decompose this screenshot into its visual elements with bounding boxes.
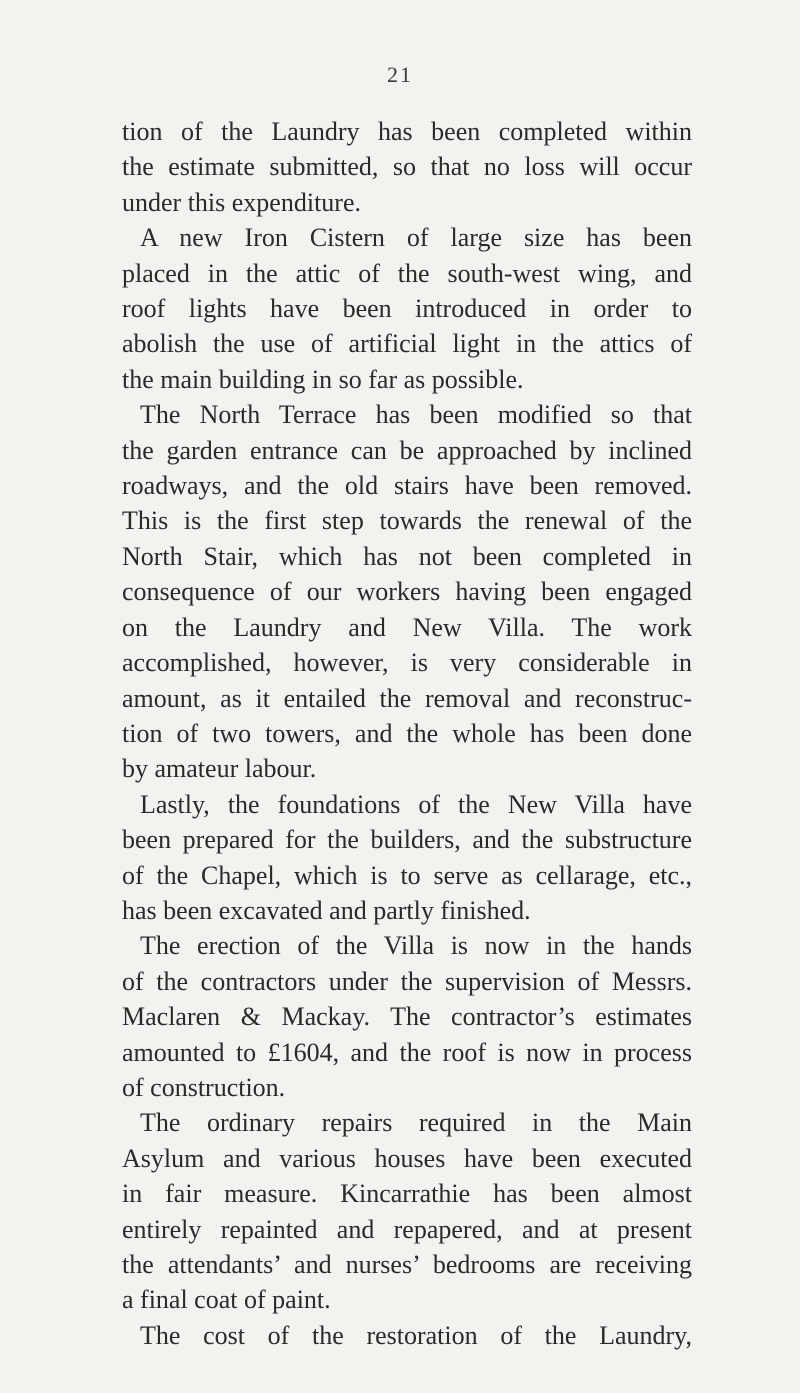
text-line: North Stair, which has not been completed in: [122, 541, 692, 571]
text-line: the attendants’ and nurses’ bedrooms are receiving: [122, 1250, 692, 1279]
body-text: [122, 114, 692, 1353]
text-line: Maclaren & Mackay. The contractor’s estimates: [122, 1002, 692, 1032]
text-line: abolish the use of artificial light in the attics of: [122, 329, 692, 359]
text-line: consequence of our workers having been engaged: [122, 577, 692, 607]
text-line: Asylum and various houses have been executed: [122, 1143, 692, 1173]
text-line: Lastly, the foundations of the New Villa have: [140, 789, 692, 819]
text-line: of the contractors under the supervision of Messrs.: [122, 966, 692, 996]
text-line: of the Chapel, which is to serve as cellarage, etc.,: [122, 860, 692, 890]
text-line: in fair measure. Kincarrathie has been almost: [122, 1179, 692, 1209]
text-line: tion of the Laundry has been completed within: [122, 117, 692, 146]
text-line: The cost of the restoration of the Laundry,: [140, 1320, 692, 1350]
text-line: by amateur labour.: [122, 754, 317, 784]
text-line: the estimate submitted, so that no loss will occur: [122, 152, 692, 182]
text-line: The ordinary repairs required in the Main: [140, 1108, 692, 1138]
text-line: a final coat of paint.: [122, 1285, 331, 1315]
text-line: has been excavated and partly finished.: [122, 895, 531, 925]
text-line: accomplished, however, is very considerable in: [122, 648, 692, 678]
text-line: roof lights have been introduced in order to: [122, 294, 692, 324]
text-line: amounted to £1604, and the roof is now in process: [122, 1037, 692, 1067]
text-line: been prepared for the builders, and the substructure: [122, 825, 692, 855]
text-line: The erection of the Villa is now in the hands: [140, 931, 692, 961]
text-line: on the Laundry and New Villa. The work: [122, 612, 692, 642]
text-line: This is the first step towards the renewal of the: [122, 506, 692, 536]
text-line: A new Iron Cistern of large size has been: [140, 223, 692, 253]
text-line: entirely repainted and repapered, and at present: [122, 1214, 692, 1244]
text-line: placed in the attic of the south-west wing, and: [122, 258, 692, 288]
text-line: of construction.: [122, 1072, 286, 1102]
text-line: the garden entrance can be approached by inclined: [122, 435, 692, 465]
text-line: tion of two towers, and the whole has been done: [122, 718, 692, 748]
text-line: under this expenditure.: [122, 187, 361, 217]
text-line: The North Terrace has been modified so that: [140, 400, 692, 430]
page-number: 21: [387, 62, 413, 87]
text-line: the main building in so far as possible.: [122, 364, 524, 394]
text-line: roadways, and the old stairs have been removed.: [122, 471, 692, 501]
text-line: amount, as it entailed the removal and reconstruc-: [122, 683, 692, 713]
